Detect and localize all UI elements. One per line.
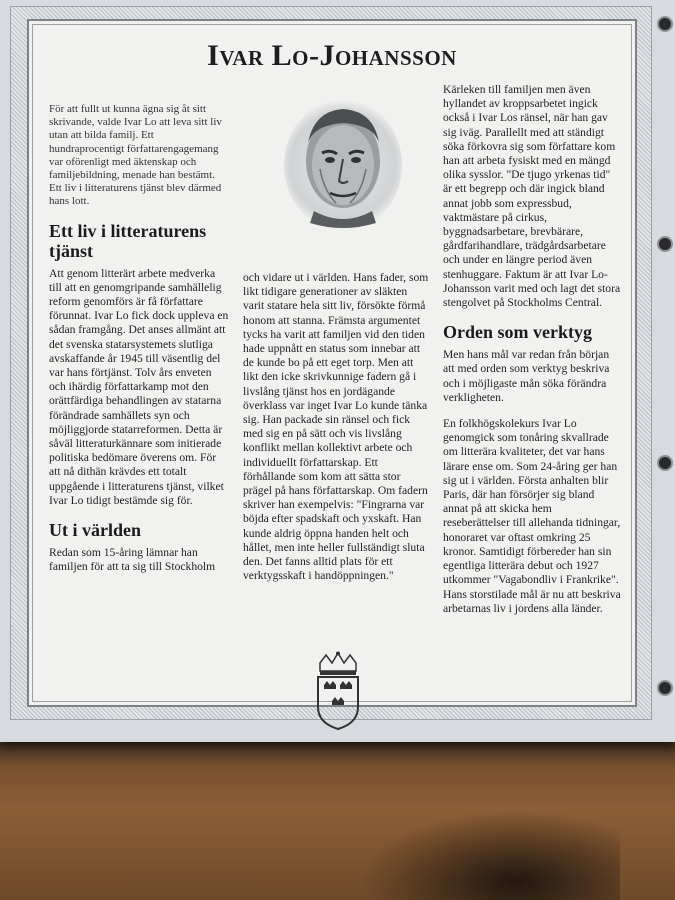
heading-litteraturens-tjanst: Ett liv i litteraturens tjänst [49,220,207,261]
paragraph: och vidare ut i världen. Hans fader, som likt tidigare generationer av släkten varit statare hela sitt liv, försökte förmå honom att stanna. Främsta argumentet tycks ha varit att familjen vid den tiden hade uppnått en status som innebar att de kunde bo på ett eget torp. Men att likt den icke skrivkunnige fadern gå i livslång tjänst hos en jordägande överklass var inget Ivar Lo kunde tänka sig. Han packade sin ränsel och fick med sig en på sätt och vis livslång konflikt mellan kollektivt arbete och individuellt författarskap. Ett förhållande som kom att sätta stor prägel på hans författarskap. Om fadern skriver han exempelvis: "Fingrarna var böjda efter spadskaft och yxskaft. Han kunde aldrig öppna handen helt och hållet, men inte heller fullständigt sluta den. Det fanns alltid plats för ett verktygsskaft i handöppningen." [243,271,429,583]
page-title: Ivar Lo-Johansson [207,39,457,72]
paragraph: En folkhögskolekurs Ivar Lo genomgick som tonåring skvallrade om litterära kvaliteter, det var hans lärare ense om. Som 24-åring ger han sig ut i världen. Första anhalten blir Paris, där han försörjer sig bland annat på att skicka hem reseberättelser till allehanda tidningar, honoraret var oftast omkring 25 kronor. Samtidigt förbereder han sin egentliga litterära debut och 1927 utkommer "Vagabondliv i Frankrike". Hans storstilade mål är nu att beskriva arbetarnas liv i jordens alla länder. [443,417,621,615]
paragraph: Redan som 15-åring lämnar han familjen för att ta sig till Stockholm [49,546,216,574]
binder-hole [657,680,673,696]
column-middle [243,271,429,595]
crown-shield-icon [312,651,364,731]
paragraph: Att genom litterärt arbete medverka till att en genomgripande samhällelig reform genomförs är få författare förunnat. Ivar Lo fick dock uppleva en sådan framgång. Det anses allmänt att det svenska statarsystemets slutliga avskaffande år 1945 till väsentlig del var hans förtjänst. Tolv års enveten och ihärdig författarkamp mot den orättfärdiga behandlingen av statarna förändrade samhällets syn och möjliggjorde statarreformen. Detta är såväl litteraturkännare som initierade politiska bedömare överens om. För att nå dithän krävdes ett totalt uppgående i litteraturens tjänst, vilket Ivar Lo tidigt bestämde sig för. [49,266,229,507]
binder-hole [657,236,673,252]
binder-hole [657,455,673,471]
heading-orden-som-verktyg: Orden som verktyg [443,322,592,343]
shadow [360,810,620,900]
portrait-engraving [284,99,402,231]
intro-paragraph: För att fullt ut kunna ägna sig åt sitt skrivande, valde Ivar Lo att leva sitt liv utan att bilda familj. Ett hundraprocentigt författarengagemang var oförenligt med äktenskap och familjebildning, menade han bestämt. Ett liv i litteraturens tjänst blev därmed hans lott. [49,103,222,208]
heading-ut-i-varlden: Ut i världen [49,520,141,541]
column-right [443,83,621,628]
paragraph: Kärleken till familjen men även hyllandet av kroppsarbetet ingick också i Ivar Los ränsel, när han gav sig iväg. Parallellt med att ständigt söka förkovra sig som författare kom han att arbeta fysiskt med en mängd olika sysslor. "De tjugo yrkenas tid" är ett begrepp och där ingick bland annat jobb som expressbud, vaktmästare på cirkus, byggnadsarbetare, brevbärare, gårdfarihandlare, trädgårdsarbetare och under en längre period även stenhuggare. Faktum är att Ivar Lo-Johansson varit med och lagt det stora stengolvet på Stockholms Central. [443,83,621,310]
portrait-icon [284,99,402,231]
three-crowns-emblem [312,651,364,731]
decorative-border [10,6,652,720]
column-left [49,103,229,586]
text-panel [27,19,637,707]
paragraph: Men hans mål var redan från början att med orden som verktyg beskriva och i möjligaste mån söka förändra verkligheten. [443,348,610,404]
binder-hole [657,16,673,32]
